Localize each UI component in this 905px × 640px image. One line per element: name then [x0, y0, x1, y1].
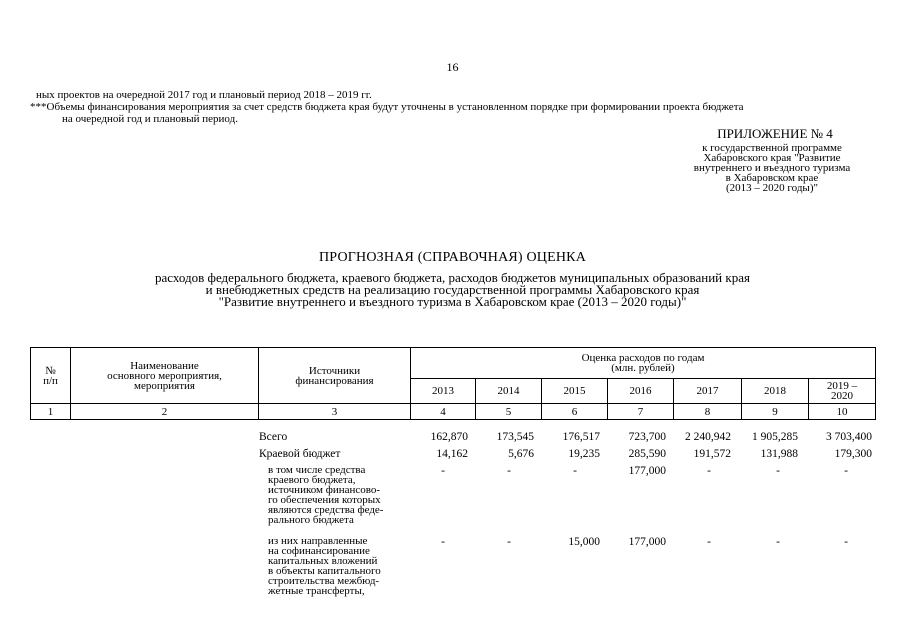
row-value: - [776, 465, 780, 477]
column-number: 4 [411, 404, 476, 420]
row-source: Краевой бюджет [259, 448, 341, 460]
column-number: 5 [476, 404, 542, 420]
row-value: 176,517 [562, 431, 600, 443]
header-name-line: мероприятия [134, 379, 195, 392]
column-number: 9 [742, 404, 809, 420]
appendix-line: Хабаровского края "Развитие [703, 152, 841, 164]
row-value: - [707, 465, 711, 477]
source-line: источником финансово- [268, 484, 381, 496]
header-estimate [411, 348, 876, 379]
footnote-line-3: на очередной год и плановый период. [62, 113, 238, 125]
source-line: капитальных вложений [268, 555, 378, 567]
header-num-line: № [45, 364, 56, 377]
row-source: Всего [259, 431, 288, 443]
row-value: 2 240,942 [685, 431, 731, 443]
row-value: 15,000 [568, 536, 600, 548]
header-num-line: п/п [43, 374, 58, 387]
row-value: 131,988 [760, 448, 798, 460]
source-line: го обеспечения которых [268, 494, 381, 506]
row-value: 179,300 [834, 448, 872, 460]
row-value: - [507, 465, 511, 477]
header-num [31, 348, 71, 404]
column-number-row [31, 404, 876, 420]
appendix-line: (2013 – 2020 годы)" [726, 182, 818, 194]
row-value: 5,676 [508, 448, 534, 460]
footnote-line-1: ных проектов на очередной 2017 год и плановый период 2018 – 2019 гг. [36, 89, 372, 101]
source-line: строительства межбюд- [268, 575, 380, 587]
header-year: 2018 [742, 379, 809, 404]
row-value: - [441, 465, 445, 477]
document-title: ПРОГНОЗНАЯ (СПРАВОЧНАЯ) ОЦЕНКА [318, 250, 587, 265]
header-source-line: финансирования [295, 374, 374, 387]
row-value: 177,000 [628, 465, 666, 477]
row-value: - [844, 465, 848, 477]
header-source-line: Источники [308, 364, 361, 377]
row-value: 19,235 [568, 448, 600, 460]
header-year: 2017 [674, 379, 742, 404]
column-number: 6 [542, 404, 608, 420]
row-value: - [573, 465, 577, 477]
header-name [71, 348, 259, 404]
appendix-line: внутреннего и въездного туризма [693, 162, 851, 174]
column-number: 1 [31, 404, 71, 420]
page-number: 16 [446, 60, 459, 74]
row-value: 3 703,400 [826, 431, 872, 443]
row-value: 1 905,285 [752, 431, 798, 443]
column-number: 3 [259, 404, 411, 420]
header-name-line: основного мероприятия, [107, 369, 222, 382]
appendix-line: в Хабаровском крае [725, 172, 819, 184]
source-line: в том числе средства [268, 464, 366, 476]
source-line: в объекты капитального [268, 565, 381, 577]
estimate-table [30, 347, 876, 420]
header-year: 2019 – 2020 [809, 379, 876, 404]
subtitle-line: "Развитие внутреннего и въездного туризма в Хабаровском крае (2013 – 2020 годы)" [218, 294, 687, 309]
row-value: - [441, 536, 445, 548]
appendix-subtitle [672, 143, 872, 193]
source-line: являются средства феде- [268, 504, 384, 516]
source-line: краевого бюджета, [268, 474, 356, 486]
row-value: - [507, 536, 511, 548]
header-year: 2015 [542, 379, 608, 404]
document-subtitle [0, 272, 905, 308]
row-source-multiline [268, 465, 383, 525]
header-year: 2014 [476, 379, 542, 404]
appendix-title: ПРИЛОЖЕНИЕ № 4 [717, 126, 833, 141]
subtitle-line: расходов федерального бюджета, краевого бюджета, расходов бюджетов муниципальных образований края [155, 270, 750, 285]
source-line: из них направленные [268, 535, 368, 547]
row-value: 14,162 [436, 448, 468, 460]
column-number: 2 [71, 404, 259, 420]
row-value: - [844, 536, 848, 548]
column-number: 8 [674, 404, 742, 420]
source-line: жетные трансферты, [268, 585, 365, 597]
source-line: на софинансирование [268, 545, 370, 557]
row-value: 162,870 [430, 431, 468, 443]
row-value: 285,590 [628, 448, 666, 460]
appendix-line: к государственной программе [702, 142, 842, 154]
row-value: - [776, 536, 780, 548]
header-estimate-line: Оценка расходов по годам [581, 352, 705, 364]
row-value: - [707, 536, 711, 548]
row-value: 173,545 [496, 431, 534, 443]
subtitle-line: и внебюджетных средств на реализацию государственной программы Хабаровского края [205, 282, 700, 297]
header-year: 2016 [608, 379, 674, 404]
row-value: 191,572 [693, 448, 731, 460]
header-year: 2013 [411, 379, 476, 404]
header-source [259, 348, 411, 404]
header-estimate-line: (млн. рублей) [611, 362, 675, 374]
header-name-line: Наименование [130, 359, 199, 372]
row-value: 723,700 [628, 431, 666, 443]
column-number: 7 [608, 404, 674, 420]
footnote-line-2: ***Объемы финансирования мероприятия за счет средств бюджета края будут уточнены в установленном порядке при формировании проекта бюджета [30, 101, 744, 113]
column-number: 10 [809, 404, 876, 420]
source-line: рального бюджета [268, 514, 354, 526]
row-value: 177,000 [628, 536, 666, 548]
row-source-multiline [268, 536, 381, 596]
